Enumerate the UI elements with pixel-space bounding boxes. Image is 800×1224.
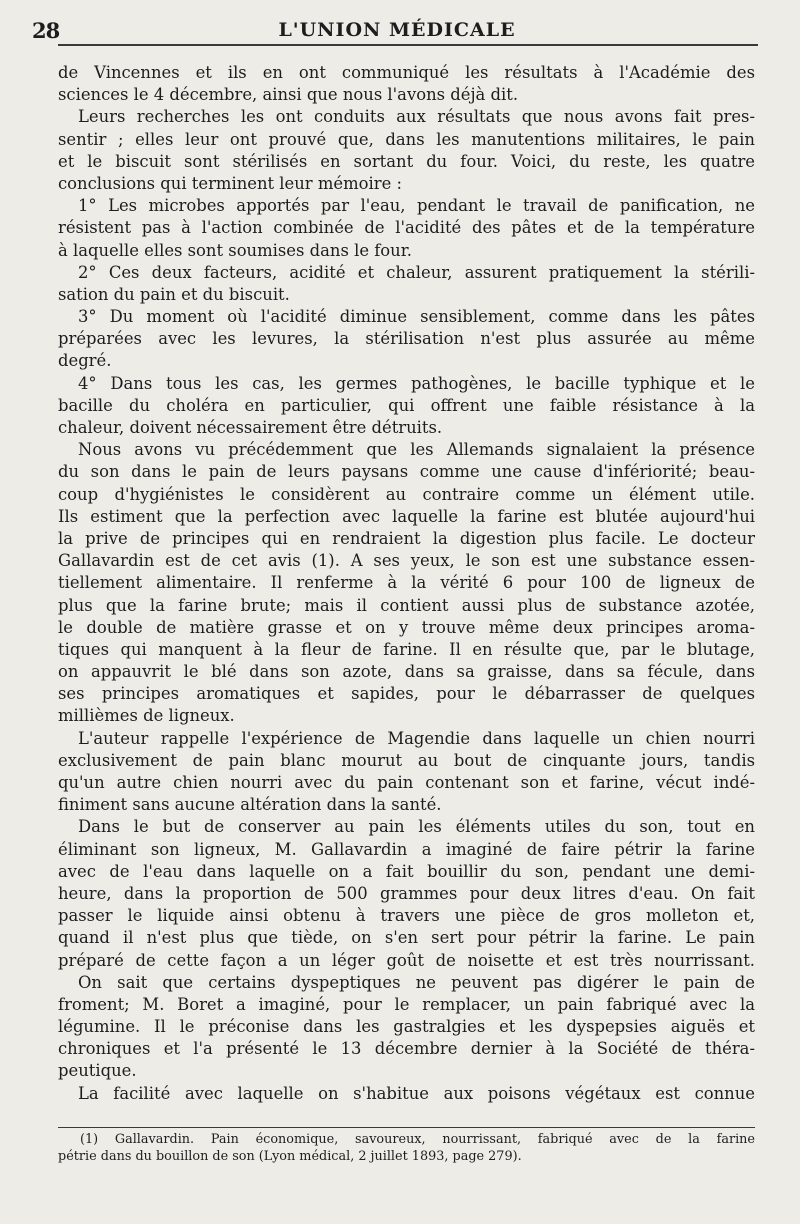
- text-line: degré.: [58, 351, 112, 371]
- footnote-line: (1) Gallavardin. Pain économique, savoureux, nourrissant, fabriqué avec de la farine: [80, 1132, 755, 1147]
- text-line: tiques qui manquent à la fleur de farine. Il en résulte que, par le blutage,: [58, 639, 755, 659]
- header-rule: [58, 44, 758, 46]
- text-line: coup d'hygiénistes le considèrent au contraire comme un élément utile.: [58, 484, 755, 504]
- text-line: plus que la farine brute; mais il contient aussi plus de substance azotée,: [58, 595, 755, 615]
- text-line: sentir ; elles leur ont prouvé que, dans les manutentions militaires, le pain: [58, 129, 755, 149]
- text-line: Gallavardin est de cet avis (1). A ses yeux, le son est une substance essen-: [58, 551, 755, 571]
- text-line: chaleur, doivent nécessairement être détruits.: [58, 418, 443, 437]
- page-number: 28: [32, 18, 60, 43]
- text-line: bacille du choléra en particulier, qui offrent une faible résistance à la: [58, 395, 755, 415]
- text-line: peutique.: [58, 1061, 137, 1081]
- text-line: sation du pain et du biscuit.: [58, 284, 290, 304]
- text-line: sciences le 4 décembre, ainsi que nous l'avons déjà dit.: [58, 85, 519, 105]
- text-line: qu'un autre chien nourri avec du pain contenant son et farine, vécut indé-: [58, 773, 755, 792]
- text-line: chroniques et l'a présenté le 13 décembre dernier à la Société de théra-: [58, 1039, 755, 1059]
- text-line: le double de matière grasse et on y trouve même deux principes aroma-: [58, 617, 755, 637]
- text-line: 4° Dans tous les cas, les germes pathogènes, le bacille typhique et le: [78, 373, 755, 393]
- text-line: à laquelle elles sont soumises dans le four.: [58, 240, 412, 260]
- text-line: Nous avons vu précédemment que les Allemands signalaient la présence: [78, 440, 755, 460]
- page-header: [32, 18, 762, 42]
- text-line: Ils estiment que la perfection avec laquelle la farine est blutée aujourd'hui: [58, 506, 755, 526]
- text-line: exclusivement de pain blanc mourut au bout de cinquante jours, tandis: [58, 750, 755, 770]
- text-line: légumine. Il le préconise dans les gastralgies et les dyspepsies aiguës et: [58, 1017, 755, 1037]
- text-line: Dans le but de conserver au pain les éléments utiles du son, tout en: [78, 817, 755, 837]
- article-body: [58, 62, 755, 1105]
- text-line: Leurs recherches les ont conduits aux résultats que nous avons fait pres-: [78, 107, 755, 127]
- text-line: de Vincennes et ils en ont communiqué les résultats à l'Académie des: [58, 63, 755, 82]
- text-line: L'auteur rappelle l'expérience de Magendie dans laquelle un chien nourri: [78, 728, 755, 748]
- running-title: L'UNION MÉDICALE: [278, 19, 516, 41]
- text-line: et le biscuit sont stérilisés en sortant du four. Voici, du reste, les quatre: [58, 151, 755, 171]
- text-line: La facilité avec laquelle on s'habitue aux poisons végétaux est connue: [78, 1083, 755, 1103]
- text-line: 2° Ces deux facteurs, acidité et chaleur, assurent pratiquement la stérili-: [78, 262, 755, 282]
- text-line: On sait que certains dyspeptiques ne peuvent pas digérer le pain de: [78, 972, 755, 992]
- text-line: quand il n'est plus que tiède, on s'en sert pour pétrir la farine. Le pain: [58, 928, 755, 948]
- text-line: conclusions qui terminent leur mémoire :: [58, 173, 403, 193]
- text-line: 3° Du moment où l'acidité diminue sensiblement, comme dans les pâtes: [78, 307, 755, 327]
- text-line: ses principes aromatiques et sapides, pour le débarrasser de quelques: [58, 684, 755, 704]
- footnote-rule: [58, 1127, 755, 1128]
- footnote-line: pétrie dans du bouillon de son (Lyon médical, 2 juillet 1893, page 279).: [58, 1149, 522, 1164]
- footnotes: [58, 1131, 755, 1165]
- text-line: on appauvrit le blé dans son azote, dans sa graisse, dans sa fécule, dans: [58, 662, 755, 682]
- text-line: tiellement alimentaire. Il renferme à la vérité 6 pour 100 de ligneux de: [58, 573, 755, 593]
- text-line: 1° Les microbes apportés par l'eau, pendant le travail de panification, ne: [78, 196, 755, 216]
- text-line: la prive de principes qui en rendraient la digestion plus facile. Le docteur: [58, 528, 755, 548]
- text-line: éliminant son ligneux, M. Gallavardin a imaginé de faire pétrir la farine: [58, 839, 755, 859]
- text-line: froment; M. Boret a imaginé, pour le remplacer, un pain fabriqué avec la: [58, 994, 755, 1014]
- text-line: finiment sans aucune altération dans la santé.: [58, 795, 442, 815]
- text-line: passer le liquide ainsi obtenu à travers une pièce de gros molleton et,: [58, 906, 755, 926]
- text-line: heure, dans la proportion de 500 grammes pour deux litres d'eau. On fait: [58, 883, 755, 903]
- text-line: avec de l'eau dans laquelle on a fait bouillir du son, pendant une demi-: [58, 861, 755, 881]
- text-line: du son dans le pain de leurs paysans comme une cause d'infériorité; beau-: [58, 462, 755, 482]
- text-line: préparées avec les levures, la stérilisation n'est plus assurée au même: [58, 329, 755, 349]
- text-line: résistent pas à l'action combinée de l'acidité des pâtes et de la température: [58, 218, 755, 238]
- text-line: millièmes de ligneux.: [58, 706, 235, 726]
- text-line: préparé de cette façon a un léger goût de noisette et est très nourrissant.: [58, 950, 755, 970]
